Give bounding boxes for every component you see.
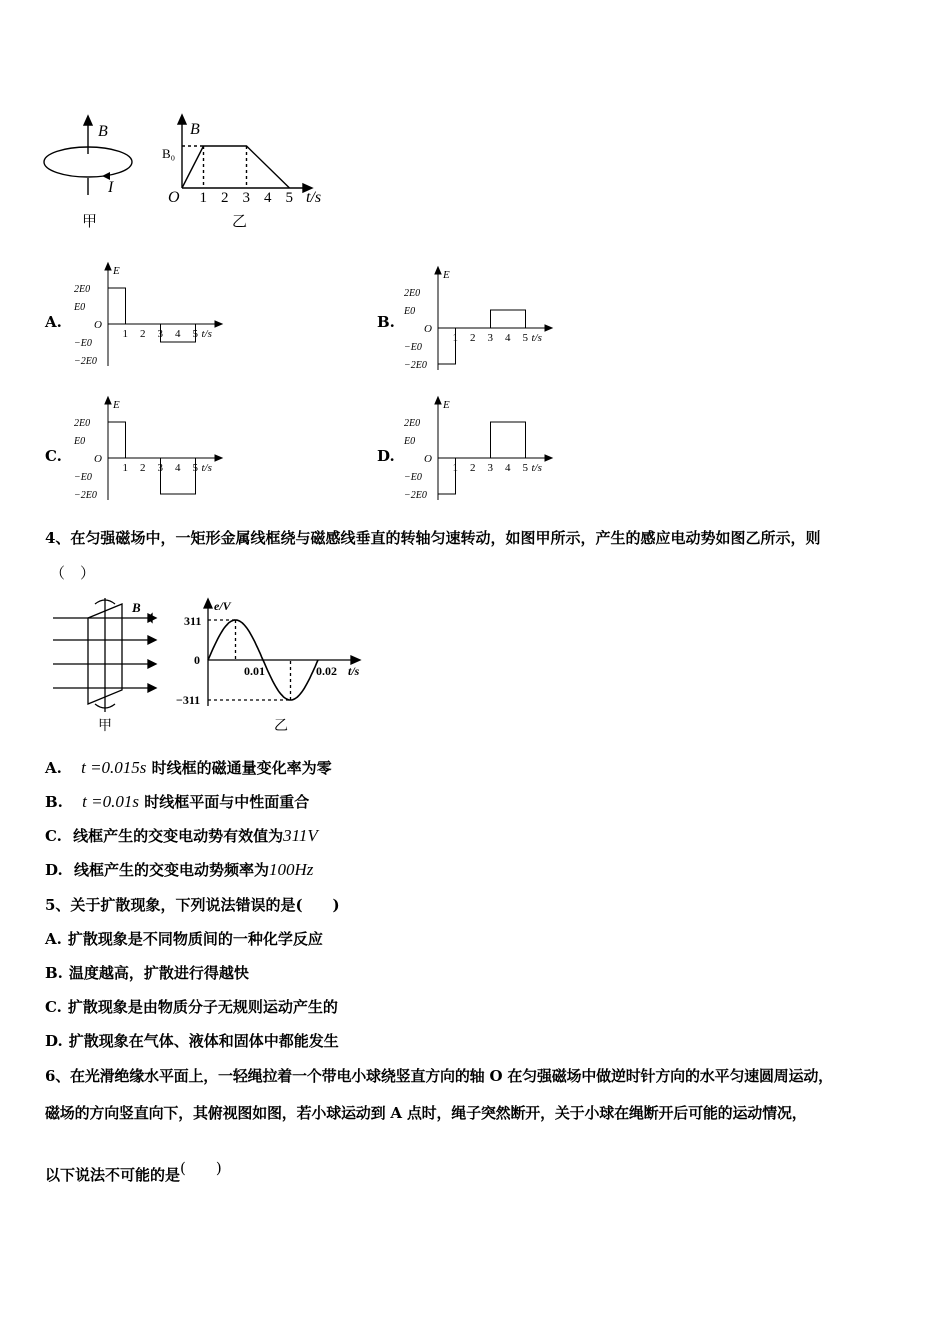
q5-stem: 5、关于扩散现象，下列说法错误的是( ) [45, 896, 340, 914]
g-b-axis-y: E [443, 269, 450, 281]
graph-option-a [70, 258, 230, 373]
g-d-labels [403, 399, 542, 501]
g-b-y-arrow [435, 267, 441, 274]
graph-option-d [400, 392, 560, 507]
g-d-origin: O [424, 453, 432, 465]
g-d-axes [435, 397, 552, 500]
g-a-ytick-3: −2E0 [74, 356, 97, 367]
g-b-ytick-1: E0 [404, 306, 416, 317]
bt-tick-2: 2 [221, 190, 229, 206]
q5-option-c[interactable]: C. 扩散现象是由物质分子无规则运动产生的 [45, 998, 338, 1016]
g-c-xtick-1: 1 [122, 462, 128, 474]
g-c-axis-y: E [113, 399, 120, 411]
g-a-ytick-1: E0 [74, 302, 86, 313]
g-c-ytick-1: E0 [74, 436, 86, 447]
sine-t1: 0.01 [244, 664, 265, 678]
g-a-ytick-2: −E0 [74, 338, 92, 349]
g-a-xtick-1: 1 [122, 328, 128, 340]
g-b-axis-x: t/s [531, 332, 542, 344]
bt-tick-4: 4 [264, 190, 272, 206]
g-a-positive-segment [108, 288, 126, 324]
graph-option-b [400, 262, 560, 377]
sine-ymax: 311 [184, 614, 202, 628]
g-c-axes [105, 397, 222, 500]
g-d-xtick-5: 5 [522, 462, 528, 474]
figure-frame-jia [48, 598, 168, 738]
label-I: I [108, 179, 114, 196]
g-a-xtick-5: 5 [192, 328, 198, 340]
g-b-x-arrow [545, 325, 552, 331]
caption-yi: 乙 [232, 214, 248, 230]
g-c-ytick-2: −E0 [74, 472, 92, 483]
bt-b0-label: B₀ [162, 146, 176, 161]
bt-origin: O [168, 189, 180, 206]
q4-stem-line1: 4、在匀强磁场中，一矩形金属线框绕与磁感线垂直的转轴匀速转动，如图甲所示，产生的感应电动势如图乙所示，则 [45, 529, 821, 547]
chart-e-t [170, 596, 370, 741]
q6-stem-line1: 6、在光滑绝缘水平面上，一轻绳拉着一个带电小球绕竖直方向的轴 O 在匀强磁场中做逆时针方向的水平匀速圆周运动， [45, 1067, 833, 1085]
q5-option-d[interactable]: D. 扩散现象在气体、液体和固体中都能发生 [45, 1032, 339, 1050]
g-d-axis-y: E [443, 399, 450, 411]
g-c-xtick-5: 5 [192, 462, 198, 474]
g-c-xtick-2: 2 [140, 462, 146, 474]
sine-axis-x: t/s [348, 664, 360, 678]
g-b-origin: O [424, 323, 432, 335]
figure-loop-jia [38, 110, 148, 235]
g-a-axis-y: E [113, 265, 120, 277]
g-a-xtick-4: 4 [175, 328, 181, 340]
option-a-letter[interactable]: A. [45, 313, 62, 331]
q4-stem-bracket: （ ） [50, 564, 96, 582]
caption-jia: 甲 [82, 214, 98, 230]
g-d-xtick-1: 1 [452, 462, 458, 474]
q4-option-c[interactable]: C. 线框产生的交变电动势有效值为311V [45, 826, 318, 845]
g-c-positive-segment [108, 422, 126, 458]
label-B: B [98, 123, 108, 140]
g-d-xtick-3: 3 [487, 462, 493, 474]
g-d-ytick-1: E0 [404, 436, 416, 447]
g-d-xtick-2: 2 [470, 462, 476, 474]
q4-option-b[interactable]: B. t =0.01s 时线框平面与中性面重合 [45, 792, 310, 811]
g-c-xtick-4: 4 [175, 462, 181, 474]
g-b-xtick-5: 5 [522, 332, 528, 344]
bt-tick-5: 5 [285, 190, 293, 206]
g-a-xtick-2: 2 [140, 328, 146, 340]
g-c-xtick-3: 3 [157, 462, 163, 474]
g-c-origin: O [94, 453, 102, 465]
g-a-labels [73, 265, 212, 367]
g-d-ytick-2: −E0 [404, 472, 422, 483]
g-b-ytick-3: −2E0 [404, 360, 427, 371]
g-a-x-arrow [215, 321, 222, 327]
g-d-positive-segment [491, 422, 526, 458]
g-b-xtick-3: 3 [487, 332, 493, 344]
bt-axis-y: B [190, 121, 200, 138]
option-d-letter[interactable]: D. [377, 447, 395, 465]
g-a-origin: O [94, 319, 102, 331]
frame-label-B: B [132, 600, 141, 615]
sine-origin: 0 [194, 653, 200, 667]
sine-axis-y: e/V [214, 599, 231, 613]
g-c-axis-x: t/s [201, 462, 212, 474]
graph-option-c [70, 392, 230, 507]
q6-bracket: ( ) [180, 1159, 222, 1177]
g-d-ytick-0: 2E0 [404, 418, 421, 429]
chart-b-t [160, 112, 340, 237]
bt-series-line [182, 146, 290, 188]
q4-option-a[interactable]: A. t =0.015s 时线框的磁通量变化率为零 [45, 758, 332, 777]
frame-caption-jia: 甲 [98, 719, 112, 734]
g-a-ytick-0: 2E0 [74, 284, 91, 295]
q4-option-d[interactable]: D. 线框产生的交变电动势频率为100Hz [45, 860, 314, 879]
g-c-ytick-3: −2E0 [74, 490, 97, 501]
option-c-letter[interactable]: C. [45, 447, 62, 465]
g-b-xtick-4: 4 [505, 332, 511, 344]
sine-t2: 0.02 [316, 664, 337, 678]
g-d-ytick-3: −2E0 [404, 490, 427, 501]
q6-stem-line3: 以下说法不可能的是( ) [45, 1159, 222, 1184]
option-b-letter[interactable]: B. [377, 313, 395, 331]
bt-tick-1: 1 [199, 190, 207, 206]
g-b-xtick-1: 1 [452, 332, 458, 344]
g-a-axes [105, 263, 222, 366]
g-d-y-arrow [435, 397, 441, 404]
g-a-xtick-3: 3 [157, 328, 163, 340]
g-c-y-arrow [105, 397, 111, 404]
bt-axis-x: t/s [306, 189, 322, 206]
g-c-x-arrow [215, 455, 222, 461]
g-d-x-arrow [545, 455, 552, 461]
q5-option-b[interactable]: B. 温度越高，扩散进行得越快 [45, 964, 249, 982]
g-c-ytick-0: 2E0 [74, 418, 91, 429]
g-b-positive-segment [491, 310, 526, 328]
g-b-axes [435, 267, 552, 370]
g-b-labels [403, 269, 542, 371]
g-b-xtick-2: 2 [470, 332, 476, 344]
g-a-axis-x: t/s [201, 328, 212, 340]
sine-caption-yi: 乙 [274, 719, 288, 734]
q5-option-a[interactable]: A. 扩散现象是不同物质间的一种化学反应 [45, 930, 323, 948]
g-c-labels [73, 399, 212, 501]
g-d-xtick-4: 4 [505, 462, 511, 474]
bt-tick-3: 3 [242, 190, 250, 206]
g-d-axis-x: t/s [531, 462, 542, 474]
sine-ymin: −311 [176, 693, 201, 707]
g-b-ytick-2: −E0 [404, 342, 422, 353]
g-b-ytick-0: 2E0 [404, 288, 421, 299]
g-a-y-arrow [105, 263, 111, 270]
q6-stem-line2: 磁场的方向竖直向下，其俯视图如图，若小球运动到 A 点时，绳子突然断开，关于小球在绳断开后可能的运动情况， [45, 1104, 807, 1122]
